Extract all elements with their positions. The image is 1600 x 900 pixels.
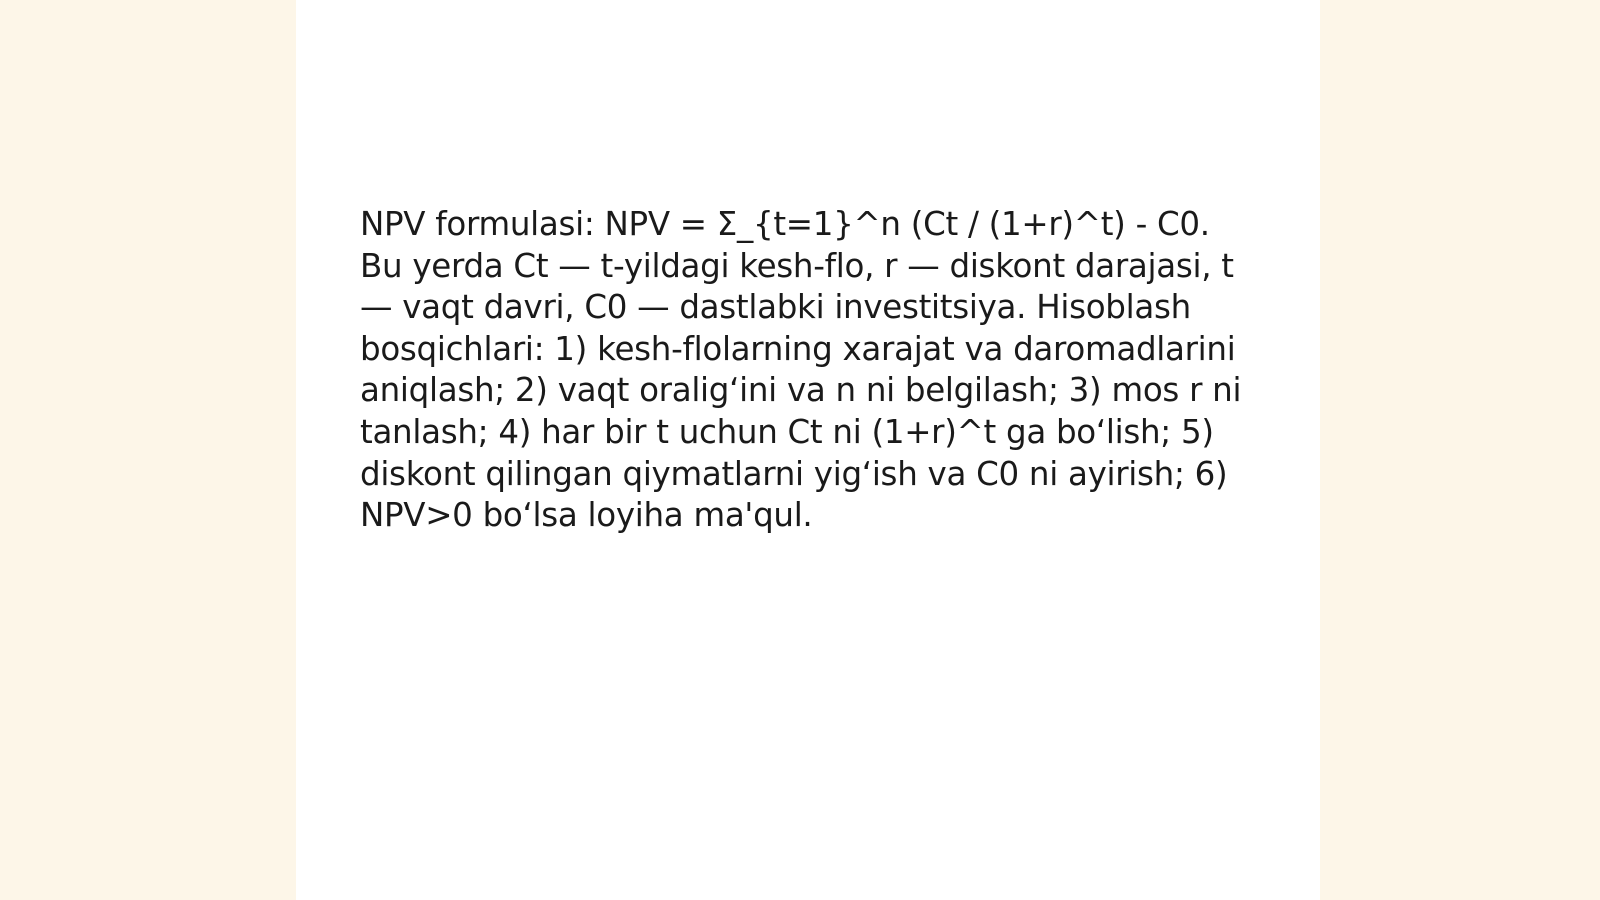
document-page: [296, 0, 1320, 900]
npv-formula-paragraph: NPV formulasi: NPV = Σ_{t=1}^n (Ct / (1+r)^t) - C0. Bu yerda Ct — t-yildagi kesh-flo, r — diskont darajasi, t — vaqt davri, C0 — dastlabki investitsiya. Hisoblash bosqichlari: 1) kesh-flolarning xarajat va daromadlarini aniqlash; 2) vaqt oralig‘ini va n ni belgilash; 3) mos r ni tanlash; 4) har bir t uchun Ct ni (1+r)^t ga bo‘lish; 5) diskont qilingan qiymatlarni yig‘ish va C0 ni ayirish; 6) NPV>0 bo‘lsa loyiha ma'qul.: [360, 205, 1242, 535]
